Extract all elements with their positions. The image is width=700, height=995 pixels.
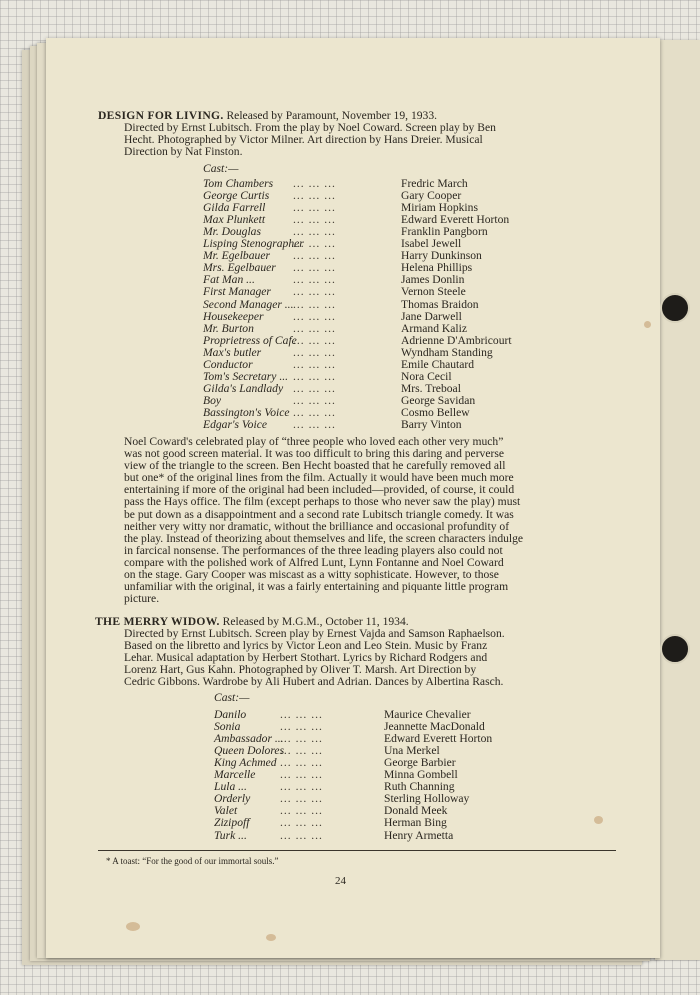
- review-line: view of the triangle to the screen. Ben Hecht boasted that he carefully removed all: [124, 459, 506, 473]
- cast-actor: Mrs. Treboal: [401, 381, 461, 395]
- cast-actor: Harry Dunkinson: [401, 249, 482, 263]
- cast-role: King Achmed: [214, 756, 277, 770]
- leader-dots: ... ... ...: [293, 177, 336, 190]
- review-line: Noel Coward's celebrated play of “three people who loved each other very much”: [124, 435, 504, 448]
- review-line: was not good screen material. It was too difficult to bring this daring and perverse: [124, 447, 505, 461]
- cast-row: [203, 347, 623, 359]
- footnote: * A toast: “For the good of our immortal souls.”: [106, 856, 279, 866]
- page-number: 24: [335, 875, 346, 887]
- cast-row: [203, 335, 623, 347]
- cast-actor: Armand Kaliz: [401, 321, 467, 335]
- leader-dots: ... ... ...: [280, 708, 323, 721]
- leader-dots: ... ... ...: [293, 285, 336, 299]
- cast-actor: George Barbier: [384, 756, 456, 770]
- leader-dots: ... ... ...: [293, 213, 336, 227]
- review-line: on the stage. Gary Cooper was miscast as a witty sophisticate. However, to those: [124, 568, 499, 582]
- cast-role: Lula ...: [214, 780, 247, 794]
- cast-actor: Minna Gombell: [384, 768, 458, 782]
- leader-dots: ... ... ...: [293, 189, 336, 203]
- cast-row: [203, 371, 623, 383]
- leader-dots: ... ... ...: [280, 768, 323, 782]
- film1-cast-label: Cast:—: [203, 162, 239, 175]
- leader-dots: ... ... ...: [280, 732, 323, 746]
- review-line: picture.: [124, 592, 160, 606]
- film1-title: DESIGN FOR LIVING.: [98, 109, 224, 122]
- cast-actor: Una Merkel: [384, 744, 440, 758]
- cast-actor: Jeannette MacDonald: [384, 720, 485, 734]
- leader-dots: ... ... ...: [280, 792, 323, 806]
- leader-dots: ... ... ...: [293, 381, 336, 395]
- cast-role: Housekeeper: [203, 309, 264, 323]
- page-content: [46, 38, 660, 958]
- binder-hole: [660, 634, 690, 664]
- cast-actor: Wyndham Standing: [401, 345, 493, 359]
- cast-actor: Barry Vinton: [401, 418, 462, 431]
- film2-title: THE MERRY WIDOW.: [95, 615, 220, 628]
- cast-role: George Curtis: [203, 189, 270, 203]
- review-line: unfamiliar with the original, it was a fairly entertaining and piquante little program: [124, 580, 509, 594]
- cast-role: Mr. Burton: [203, 321, 254, 335]
- cast-role: Max's butler: [203, 345, 262, 359]
- cast-role: Gilda's Landlady: [203, 381, 284, 395]
- cast-row: [203, 323, 623, 335]
- adjacent-sheet-edge: [655, 40, 700, 960]
- cast-role: Queen Dolores: [214, 744, 285, 758]
- cast-role: Max Plunkett: [203, 213, 266, 227]
- leader-dots: ... ... ...: [293, 357, 336, 371]
- cast-actor: Fredric March: [401, 177, 468, 190]
- review-line: neither very witty nor dramatic, without the brilliance and occasional profundity of: [124, 519, 510, 533]
- cast-actor: James Donlin: [401, 273, 465, 287]
- cast-actor: Donald Meek: [384, 804, 448, 818]
- cast-role: Marcelle: [214, 768, 256, 782]
- cast-role: Gilda Farrell: [203, 201, 266, 215]
- credits-line: Directed by Ernst Lubitsch. From the play by Noel Coward. Screen play by Ben: [124, 121, 496, 134]
- cast-row: [214, 830, 634, 842]
- cast-role: Turk ...: [214, 828, 247, 842]
- leader-dots: ... ... ...: [293, 237, 336, 251]
- film2-credits: [124, 628, 624, 688]
- credits-line: Lehar. Musical adaptation by Herbert Stothart. Lyrics by Richard Rodgers and: [124, 651, 488, 665]
- cast-actor: Franklin Pangborn: [401, 225, 488, 239]
- cast-role: Danilo: [214, 708, 247, 721]
- review-line: the play. Instead of theorizing about themselves and life, the screen characters indulge: [124, 531, 524, 545]
- review-line: entertaining if more of the original had been included—provided, of course, it could: [124, 483, 515, 497]
- cast-actor: George Savidan: [401, 393, 476, 407]
- leader-dots: ... ... ...: [293, 249, 336, 263]
- cast-actor: Henry Armetta: [384, 828, 454, 842]
- leader-dots: ... ... ...: [293, 225, 336, 239]
- cast-actor: Edward Everett Horton: [401, 213, 510, 227]
- binder-hole: [660, 293, 690, 323]
- leader-dots: ... ... ...: [293, 333, 336, 347]
- leader-dots: ... ... ...: [293, 273, 336, 287]
- review-line: but one* of the original lines from the film. Actually it would have been much more: [124, 471, 514, 485]
- footnote-rule: [98, 850, 616, 851]
- cast-role: Mrs. Egelbauer: [203, 261, 276, 275]
- cast-actor: Adrienne D'Ambricourt: [401, 333, 512, 347]
- credits-line: Lorenz Hart, Gus Kahn. Photographed by Oliver T. Marsh. Art Direction by: [124, 663, 477, 677]
- cast-actor: Herman Bing: [384, 816, 447, 830]
- cast-actor: Isabel Jewell: [401, 237, 462, 251]
- leader-dots: ... ... ...: [293, 405, 336, 419]
- leader-dots: ... ... ...: [293, 297, 336, 311]
- leader-dots: ... ... ...: [280, 780, 323, 794]
- cast-actor: Sterling Holloway: [384, 792, 470, 806]
- leader-dots: ... ... ...: [280, 804, 323, 818]
- cast-role: Tom Chambers: [203, 177, 274, 190]
- leader-dots: ... ... ...: [280, 744, 323, 758]
- cast-actor: Nora Cecil: [401, 369, 452, 383]
- cast-actor: Gary Cooper: [401, 189, 462, 203]
- cast-role: Bassington's Voice: [203, 405, 290, 419]
- cast-actor: Helena Phillips: [401, 261, 473, 275]
- cast-role: Conductor: [203, 357, 253, 371]
- cast-role: Second Manager ...: [203, 297, 294, 311]
- cast-actor: Maurice Chevalier: [384, 708, 471, 721]
- cast-role: Sonia: [214, 720, 241, 734]
- cast-row: [203, 311, 623, 323]
- cast-role: Mr. Egelbauer: [203, 249, 270, 263]
- cast-actor: Vernon Steele: [401, 285, 466, 299]
- leader-dots: ... ... ...: [293, 393, 336, 407]
- film1-credits: [124, 122, 624, 158]
- leader-dots: ... ... ...: [280, 756, 323, 770]
- credits-line: Based on the libretto and lyrics by Victor Leon and Leo Stein. Music by Franz: [124, 639, 488, 653]
- cast-actor: Emile Chautard: [401, 357, 475, 371]
- leader-dots: ... ... ...: [293, 418, 336, 431]
- cast-role: Orderly: [214, 792, 251, 806]
- leader-dots: ... ... ...: [293, 345, 336, 359]
- cast-role: Valet: [214, 804, 238, 818]
- leader-dots: ... ... ...: [293, 201, 336, 215]
- review-line: in farcical nonsense. The performances of the three leading players also could not: [124, 543, 503, 557]
- film2-release: Released by M.G.M., October 11, 1934.: [222, 615, 409, 628]
- leader-dots: ... ... ...: [280, 828, 323, 842]
- leader-dots: ... ... ...: [293, 309, 336, 323]
- cast-actor: Ruth Channing: [384, 780, 455, 794]
- cast-actor: Cosmo Bellew: [401, 405, 470, 419]
- cast-role: Boy: [203, 393, 222, 407]
- cast-row: [203, 359, 623, 371]
- cast-row: [203, 419, 623, 431]
- cast-role: First Manager: [203, 285, 271, 299]
- cast-role: Edgar's Voice: [203, 418, 267, 431]
- leader-dots: ... ... ...: [280, 816, 323, 830]
- cast-role: Ambassador ...: [214, 732, 284, 746]
- cast-role: Mr. Douglas: [203, 225, 261, 239]
- cast-actor: Jane Darwell: [401, 309, 462, 323]
- cast-role: Fat Man ...: [203, 273, 255, 287]
- leader-dots: ... ... ...: [293, 369, 336, 383]
- leader-dots: ... ... ...: [280, 720, 323, 734]
- cast-role: Lisping Stenographer: [203, 237, 304, 251]
- film1-review: [124, 436, 620, 605]
- cast-role: Zizipoff: [214, 816, 250, 830]
- leader-dots: ... ... ...: [293, 261, 336, 275]
- cast-row: [203, 299, 623, 311]
- film1-release: Released by Paramount, November 19, 1933.: [226, 109, 438, 122]
- credits-line: Directed by Ernst Lubitsch. Screen play by Ernest Vajda and Samson Raphaelson.: [124, 627, 505, 640]
- review-line: be put down as a disappointment and a second rate Lubitsch triangle comedy. It was: [124, 507, 514, 521]
- credits-line: Hecht. Photographed by Victor Milner. Art direction by Hans Dreier. Musical: [124, 133, 483, 147]
- film2-cast-label: Cast:—: [214, 691, 250, 704]
- review-line: compare with the polished work of Alfred Lunt, Lynn Fontanne and Noel Coward: [124, 555, 504, 569]
- leader-dots: ... ... ...: [293, 321, 336, 335]
- review-line: pass the Hays office. The film (except perhaps to those who never saw the play) must: [124, 495, 521, 509]
- document-page: [46, 38, 660, 958]
- cast-actor: Edward Everett Horton: [384, 732, 493, 746]
- cast-row: [203, 286, 623, 298]
- cast-row: [214, 817, 634, 829]
- cast-actor: Thomas Braidon: [401, 297, 479, 311]
- cast-role: Proprietress of Cafe: [203, 333, 297, 347]
- cast-role: Tom's Secretary ...: [203, 369, 289, 383]
- credits-line: Direction by Nat Finston.: [124, 145, 243, 159]
- credits-line: Cedric Gibbons. Wardrobe by Ali Hubert and Adrian. Dances by Albertina Rasch.: [124, 675, 504, 689]
- cast-actor: Miriam Hopkins: [401, 201, 478, 215]
